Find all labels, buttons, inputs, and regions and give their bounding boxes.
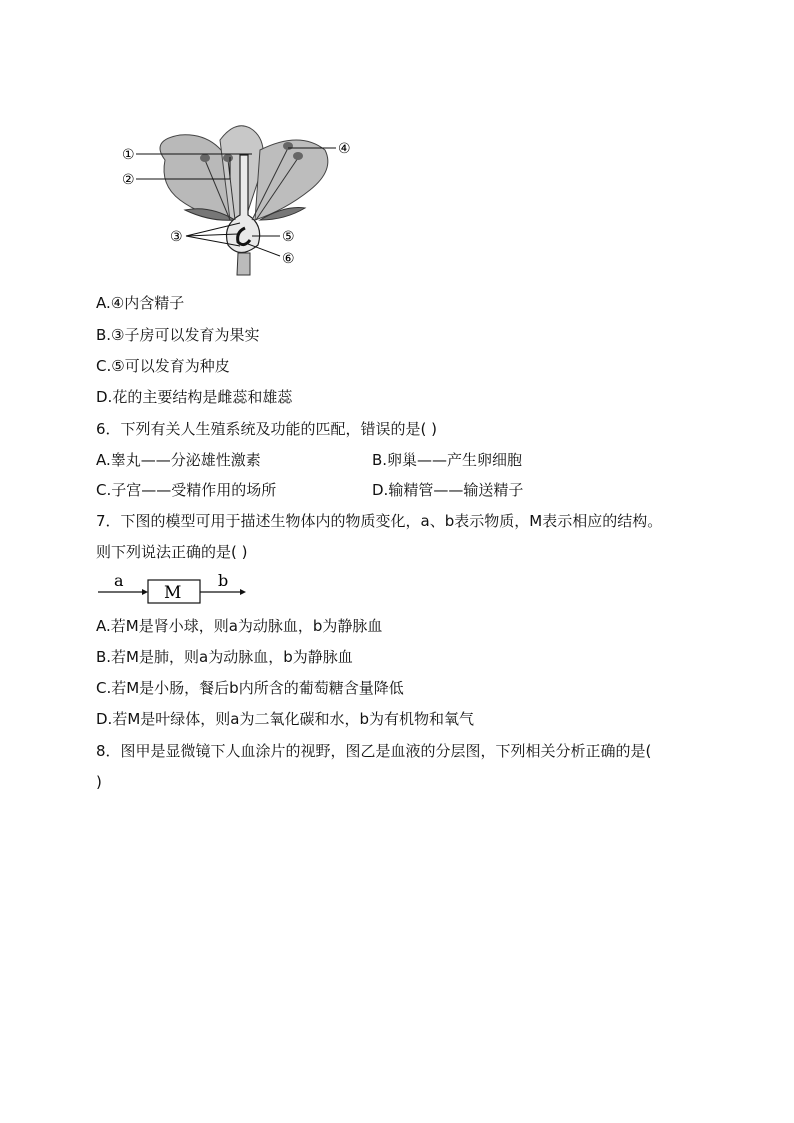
- q7-option-d: D.若M是叶绿体，则a为二氧化碳和水，b为有机物和氧气: [96, 710, 474, 728]
- q6-stem: 6．下列有关人生殖系统及功能的匹配，错误的是( ): [96, 420, 438, 438]
- q6-option-b: B.卵巢——产生卵细胞: [372, 451, 523, 469]
- q6-option-a: A.睾丸——分泌雄性激素: [96, 451, 261, 469]
- flower-diagram: [110, 120, 370, 280]
- q7-option-c: C.若M是小肠，餐后b内所含的葡萄糖含量降低: [96, 679, 404, 697]
- q6-option-c: C.子宫——受精作用的场所: [96, 481, 277, 499]
- model-input-label: a: [114, 571, 124, 590]
- q8-stem-line1: 8．图甲是显微镜下人血涂片的视野，图乙是血液的分层图，下列相关分析正确的是(: [96, 742, 652, 760]
- label-2: ②: [122, 172, 135, 188]
- label-3: ③: [170, 229, 183, 245]
- q5-option-a: A.④内含精子: [96, 294, 185, 312]
- q6-option-d: D.输精管——输送精子: [372, 481, 524, 499]
- q7-option-b: B.若M是肺，则a为动脉血，b为静脉血: [96, 648, 353, 666]
- model-box-label: M: [164, 583, 182, 603]
- label-4: ④: [338, 141, 351, 157]
- label-1: ①: [122, 147, 135, 163]
- q7-option-a: A.若M是肾小球，则a为动脉血，b为静脉血: [96, 617, 383, 635]
- label-6: ⑥: [282, 251, 295, 267]
- model-output-label: b: [218, 571, 229, 590]
- label-5: ⑤: [282, 229, 295, 245]
- q7-stem-line2: 则下列说法正确的是( ): [96, 543, 248, 561]
- q5-option-d: D.花的主要结构是雌蕊和雄蕊: [96, 388, 293, 406]
- model-diagram: [96, 570, 256, 606]
- q5-option-c: C.⑤可以发育为种皮: [96, 357, 230, 375]
- q5-option-b: B.③子房可以发育为果实: [96, 326, 260, 344]
- q8-stem-line2: ): [96, 773, 102, 791]
- q7-stem-line1: 7．下图的模型可用于描述生物体内的物质变化，a、b表示物质，M表示相应的结构。: [96, 512, 663, 530]
